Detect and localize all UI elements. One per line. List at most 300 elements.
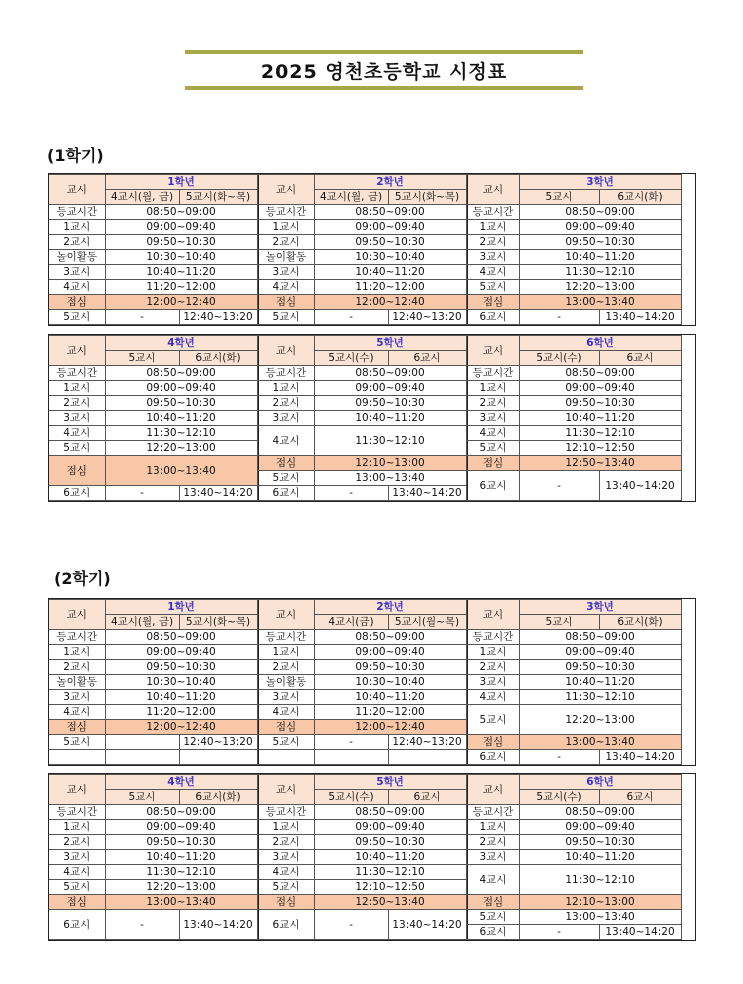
time-cell: 12:20~13:00 — [519, 705, 681, 735]
time-cell: - — [519, 925, 599, 940]
period-cell: 2교시 — [467, 660, 519, 675]
time-cell: 09:00~09:40 — [519, 820, 681, 835]
period-cell: 3교시 — [467, 675, 519, 690]
column-header: 6교시 — [388, 790, 466, 805]
time-cell: 12:40~13:20 — [388, 310, 466, 325]
period-cell: 등교시간 — [467, 805, 519, 820]
table-row — [258, 645, 466, 660]
time-cell: 11:30~12:10 — [519, 690, 681, 705]
table-row — [467, 645, 681, 660]
column-header: 6교시 — [599, 351, 681, 366]
time-cell: 12:10~12:50 — [314, 880, 466, 895]
time-cell: 12:40~13:20 — [179, 735, 257, 750]
time-cell: 10:40~11:20 — [105, 265, 257, 280]
grade-label: 4학년 — [105, 336, 257, 351]
table-row — [467, 925, 681, 940]
table-row — [258, 426, 466, 456]
table-row — [49, 850, 257, 865]
period-cell: 등교시간 — [258, 205, 314, 220]
grade-table — [49, 335, 258, 501]
column-header: 5교시(화~목) — [388, 190, 466, 205]
period-cell: 1교시 — [467, 220, 519, 235]
table-row — [49, 486, 257, 501]
time-cell: 11:30~12:10 — [105, 865, 257, 880]
table-row — [49, 720, 257, 735]
table-row — [467, 441, 681, 456]
time-cell: 13:00~13:40 — [519, 735, 681, 750]
time-cell: 10:40~11:20 — [314, 850, 466, 865]
table-row — [467, 411, 681, 426]
column-header: 6교시(화) — [179, 790, 257, 805]
semester-1-label: (1학기) — [47, 146, 104, 165]
time-cell: 11:30~12:10 — [314, 426, 466, 456]
time-cell: 09:50~10:30 — [314, 396, 466, 411]
table-row — [49, 820, 257, 835]
time-cell: 12:40~13:20 — [388, 735, 466, 750]
period-cell: 6교시 — [258, 486, 314, 501]
time-cell — [105, 735, 179, 750]
period-cell: 5교시 — [258, 880, 314, 895]
table-row — [258, 865, 466, 880]
table-row — [49, 690, 257, 705]
time-cell: - — [519, 750, 599, 765]
period-cell: 1교시 — [258, 820, 314, 835]
period-cell: 점심 — [467, 456, 519, 471]
page-title: 2025 영천초등학교 시정표 — [260, 60, 508, 83]
time-cell: 09:00~09:40 — [314, 220, 466, 235]
table-row — [49, 630, 257, 645]
time-cell: 13:00~13:40 — [105, 456, 257, 486]
grade-table — [49, 599, 258, 765]
period-cell: 놀이활동 — [49, 675, 105, 690]
column-header: 5교시(수) — [519, 790, 599, 805]
period-cell: 등교시간 — [258, 805, 314, 820]
period-cell: 4교시 — [49, 280, 105, 295]
grade-table — [467, 335, 682, 501]
column-header: 4교시(월, 금) — [105, 615, 179, 630]
table-row — [258, 675, 466, 690]
time-cell: - — [105, 486, 179, 501]
table-row — [467, 220, 681, 235]
time-cell: 13:40~14:20 — [599, 471, 681, 501]
period-header: 교시 — [467, 175, 519, 205]
grade-label: 6학년 — [519, 336, 681, 351]
table-row — [258, 381, 466, 396]
table-row — [467, 265, 681, 280]
period-cell: 2교시 — [258, 235, 314, 250]
period-cell: 6교시 — [467, 925, 519, 940]
table-row — [49, 205, 257, 220]
period-cell: 5교시 — [258, 735, 314, 750]
table-row — [49, 660, 257, 675]
period-cell: 4교시 — [258, 280, 314, 295]
period-cell: 3교시 — [49, 411, 105, 426]
period-cell — [258, 750, 314, 765]
time-cell: 08:50~09:00 — [105, 205, 257, 220]
period-cell: 등교시간 — [258, 366, 314, 381]
table-row — [49, 735, 257, 750]
time-cell: 11:20~12:00 — [105, 705, 257, 720]
grade-table — [49, 774, 258, 940]
period-cell: 5교시 — [49, 441, 105, 456]
time-cell: 10:40~11:20 — [105, 411, 257, 426]
time-cell: 11:30~12:10 — [519, 865, 681, 895]
time-cell: 10:40~11:20 — [105, 850, 257, 865]
time-cell — [179, 750, 257, 765]
time-cell: 09:00~09:40 — [314, 381, 466, 396]
period-cell: 점심 — [258, 895, 314, 910]
time-cell: 12:00~12:40 — [314, 720, 466, 735]
column-header: 6교시(화) — [599, 190, 681, 205]
period-cell: 2교시 — [258, 396, 314, 411]
grade-table — [49, 174, 258, 325]
period-cell: 4교시 — [467, 265, 519, 280]
period-cell: 3교시 — [49, 850, 105, 865]
time-cell: 11:30~12:10 — [105, 426, 257, 441]
table-row — [258, 486, 466, 501]
time-cell: 12:10~13:00 — [519, 895, 681, 910]
table-row — [258, 880, 466, 895]
period-cell: 3교시 — [258, 265, 314, 280]
period-cell: 5교시 — [467, 280, 519, 295]
table-row — [49, 456, 257, 486]
period-cell: 2교시 — [49, 235, 105, 250]
time-cell: - — [314, 735, 388, 750]
table-row — [49, 235, 257, 250]
time-cell: 11:30~12:10 — [314, 865, 466, 880]
table-row — [467, 250, 681, 265]
time-cell: 08:50~09:00 — [519, 366, 681, 381]
table-row — [49, 426, 257, 441]
time-cell: 09:00~09:40 — [105, 645, 257, 660]
table-row — [49, 675, 257, 690]
time-cell: 13:00~13:40 — [519, 295, 681, 310]
grade-label: 2학년 — [314, 600, 466, 615]
time-cell: 12:20~13:00 — [105, 880, 257, 895]
time-cell: 10:40~11:20 — [314, 690, 466, 705]
period-cell: 4교시 — [467, 426, 519, 441]
table-row — [49, 645, 257, 660]
period-cell: 2교시 — [258, 660, 314, 675]
grade-label: 3학년 — [519, 600, 681, 615]
table-row — [467, 660, 681, 675]
table-row — [258, 895, 466, 910]
column-header: 6교시 — [388, 351, 466, 366]
time-cell: 08:50~09:00 — [519, 630, 681, 645]
period-cell: 2교시 — [49, 396, 105, 411]
period-cell: 2교시 — [467, 396, 519, 411]
time-cell: 09:50~10:30 — [105, 235, 257, 250]
time-cell: 12:00~12:40 — [314, 295, 466, 310]
time-cell: 10:30~10:40 — [105, 250, 257, 265]
time-cell: 09:00~09:40 — [314, 820, 466, 835]
table-row — [258, 630, 466, 645]
time-cell: - — [519, 310, 599, 325]
table-row — [258, 456, 466, 471]
time-cell: 09:50~10:30 — [105, 835, 257, 850]
time-cell: - — [314, 910, 388, 940]
table-row — [49, 280, 257, 295]
time-cell: 09:50~10:30 — [105, 660, 257, 675]
grade-table — [258, 335, 467, 501]
time-cell: 10:40~11:20 — [314, 411, 466, 426]
time-cell: 11:20~12:00 — [314, 705, 466, 720]
time-cell: 13:40~14:20 — [599, 925, 681, 940]
period-cell: 1교시 — [467, 381, 519, 396]
table-row — [467, 396, 681, 411]
period-cell: 2교시 — [49, 660, 105, 675]
table-row — [467, 850, 681, 865]
period-cell: 등교시간 — [467, 630, 519, 645]
period-cell: 1교시 — [258, 381, 314, 396]
time-cell: 10:40~11:20 — [105, 690, 257, 705]
table-row — [467, 630, 681, 645]
table-row — [49, 310, 257, 325]
time-cell: 13:00~13:40 — [519, 910, 681, 925]
period-cell: 1교시 — [467, 645, 519, 660]
period-cell: 1교시 — [258, 220, 314, 235]
period-cell: 3교시 — [49, 690, 105, 705]
time-cell: 10:40~11:20 — [519, 850, 681, 865]
period-cell: 1교시 — [258, 645, 314, 660]
table-row — [258, 835, 466, 850]
time-cell: 08:50~09:00 — [519, 205, 681, 220]
sem2-block-2 — [48, 773, 696, 941]
period-cell: 점심 — [258, 720, 314, 735]
time-cell: - — [314, 310, 388, 325]
period-cell: 3교시 — [467, 411, 519, 426]
period-cell — [49, 750, 105, 765]
table-row — [258, 205, 466, 220]
column-header: 6교시(화) — [179, 351, 257, 366]
table-row — [49, 295, 257, 310]
table-row — [467, 820, 681, 835]
time-cell: 12:50~13:40 — [314, 895, 466, 910]
grade-label: 2학년 — [314, 175, 466, 190]
column-header: 5교시 — [105, 790, 179, 805]
time-cell: 10:40~11:20 — [314, 265, 466, 280]
time-cell: 13:40~14:20 — [388, 486, 466, 501]
period-cell: 4교시 — [49, 705, 105, 720]
table-row — [258, 705, 466, 720]
period-cell: 6교시 — [49, 910, 105, 940]
time-cell: 13:40~14:20 — [388, 910, 466, 940]
time-cell: 09:50~10:30 — [314, 660, 466, 675]
table-row — [49, 411, 257, 426]
column-header: 4교시(월, 금) — [314, 190, 388, 205]
grade-table — [258, 774, 467, 940]
period-cell: 3교시 — [467, 250, 519, 265]
table-row — [467, 910, 681, 925]
table-row — [258, 720, 466, 735]
period-cell: 4교시 — [49, 865, 105, 880]
period-cell: 점심 — [258, 456, 314, 471]
period-cell: 5교시 — [467, 441, 519, 456]
time-cell: 12:20~13:00 — [519, 280, 681, 295]
grade-label: 5학년 — [314, 775, 466, 790]
period-cell: 6교시 — [258, 910, 314, 940]
column-header: 5교시(화~목) — [179, 615, 257, 630]
table-row — [49, 750, 257, 765]
period-cell: 3교시 — [258, 411, 314, 426]
period-cell: 1교시 — [49, 820, 105, 835]
column-header: 4교시(금) — [314, 615, 388, 630]
table-row — [258, 910, 466, 940]
table-row — [258, 220, 466, 235]
time-cell: 12:00~12:40 — [105, 295, 257, 310]
table-row — [258, 820, 466, 835]
time-cell: 11:30~12:10 — [519, 265, 681, 280]
time-cell: 13:40~14:20 — [179, 910, 257, 940]
time-cell: 09:50~10:30 — [519, 396, 681, 411]
time-cell: 08:50~09:00 — [105, 805, 257, 820]
time-cell: - — [519, 471, 599, 501]
time-cell: - — [105, 910, 179, 940]
time-cell: 09:00~09:40 — [105, 220, 257, 235]
time-cell: 08:50~09:00 — [105, 366, 257, 381]
period-cell: 점심 — [467, 295, 519, 310]
time-cell: 12:10~13:00 — [314, 456, 466, 471]
grade-table — [258, 599, 467, 765]
table-row — [49, 250, 257, 265]
table-row — [49, 910, 257, 940]
grade-label: 5학년 — [314, 336, 466, 351]
table-row — [467, 471, 681, 501]
period-cell: 5교시 — [467, 910, 519, 925]
period-cell: 5교시 — [49, 880, 105, 895]
period-cell: 점심 — [49, 295, 105, 310]
period-cell: 놀이활동 — [49, 250, 105, 265]
time-cell: 09:00~09:40 — [314, 645, 466, 660]
period-cell: 2교시 — [258, 835, 314, 850]
period-cell: 5교시 — [258, 471, 314, 486]
time-cell: 10:40~11:20 — [519, 411, 681, 426]
period-cell: 6교시 — [467, 310, 519, 325]
period-header: 교시 — [258, 175, 314, 205]
table-row — [467, 456, 681, 471]
column-header: 6교시 — [599, 790, 681, 805]
table-row — [49, 835, 257, 850]
period-cell: 4교시 — [467, 865, 519, 895]
table-row — [467, 381, 681, 396]
table-row — [258, 396, 466, 411]
time-cell: 12:40~13:20 — [179, 310, 257, 325]
period-cell: 2교시 — [467, 235, 519, 250]
time-cell: 08:50~09:00 — [314, 805, 466, 820]
sem2-block-1 — [48, 598, 696, 766]
period-header: 교시 — [49, 600, 105, 630]
period-cell: 2교시 — [467, 835, 519, 850]
period-cell: 놀이활동 — [258, 250, 314, 265]
period-cell: 등교시간 — [49, 205, 105, 220]
table-row — [467, 805, 681, 820]
grade-label: 6학년 — [519, 775, 681, 790]
table-row — [49, 895, 257, 910]
time-cell: 12:10~12:50 — [519, 441, 681, 456]
table-row — [467, 235, 681, 250]
time-cell — [314, 750, 388, 765]
time-cell: 09:50~10:30 — [105, 396, 257, 411]
table-row — [258, 660, 466, 675]
period-cell: 등교시간 — [467, 366, 519, 381]
grade-table — [258, 174, 467, 325]
table-row — [258, 805, 466, 820]
table-row — [258, 295, 466, 310]
table-row — [467, 705, 681, 735]
table-row — [467, 835, 681, 850]
title-banner — [185, 50, 583, 90]
table-row — [467, 895, 681, 910]
table-row — [49, 805, 257, 820]
table-row — [467, 310, 681, 325]
time-cell: 13:00~13:40 — [314, 471, 466, 486]
time-cell: 11:20~12:00 — [314, 280, 466, 295]
period-header: 교시 — [49, 775, 105, 805]
time-cell: - — [105, 310, 179, 325]
period-cell: 1교시 — [467, 820, 519, 835]
time-cell — [105, 750, 179, 765]
grade-table — [467, 174, 682, 325]
time-cell: 09:50~10:30 — [519, 235, 681, 250]
table-row — [258, 310, 466, 325]
time-cell: 09:00~09:40 — [105, 820, 257, 835]
table-row — [467, 426, 681, 441]
period-cell: 1교시 — [49, 220, 105, 235]
period-header: 교시 — [467, 600, 519, 630]
time-cell: 10:30~10:40 — [105, 675, 257, 690]
column-header: 5교시(수) — [314, 790, 388, 805]
time-cell — [388, 750, 466, 765]
period-cell: 등교시간 — [467, 205, 519, 220]
table-row — [49, 880, 257, 895]
table-row — [467, 750, 681, 765]
time-cell: 09:00~09:40 — [519, 381, 681, 396]
period-cell: 점심 — [49, 720, 105, 735]
column-header: 5교시 — [519, 615, 599, 630]
period-header: 교시 — [49, 336, 105, 366]
period-cell: 점심 — [467, 895, 519, 910]
table-row — [258, 250, 466, 265]
time-cell: 08:50~09:00 — [314, 630, 466, 645]
table-row — [49, 366, 257, 381]
grade-table — [467, 774, 682, 940]
table-row — [258, 750, 466, 765]
period-cell: 4교시 — [467, 690, 519, 705]
period-cell: 6교시 — [49, 486, 105, 501]
table-row — [258, 280, 466, 295]
period-header: 교시 — [49, 175, 105, 205]
column-header: 4교시(월, 금) — [105, 190, 179, 205]
time-cell: 08:50~09:00 — [105, 630, 257, 645]
period-header: 교시 — [258, 775, 314, 805]
time-cell: 11:20~12:00 — [105, 280, 257, 295]
time-cell: 08:50~09:00 — [519, 805, 681, 820]
sem1-block-2 — [48, 334, 696, 502]
table-row — [467, 675, 681, 690]
column-header: 5교시(월~목) — [388, 615, 466, 630]
time-cell: 13:40~14:20 — [599, 310, 681, 325]
table-row — [49, 865, 257, 880]
sem1-block-1 — [48, 173, 696, 326]
table-row — [49, 705, 257, 720]
table-row — [258, 690, 466, 705]
column-header: 5교시(수) — [519, 351, 599, 366]
table-row — [467, 865, 681, 895]
period-header: 교시 — [467, 775, 519, 805]
time-cell: 10:30~10:40 — [314, 675, 466, 690]
table-row — [258, 735, 466, 750]
period-cell: 등교시간 — [49, 366, 105, 381]
